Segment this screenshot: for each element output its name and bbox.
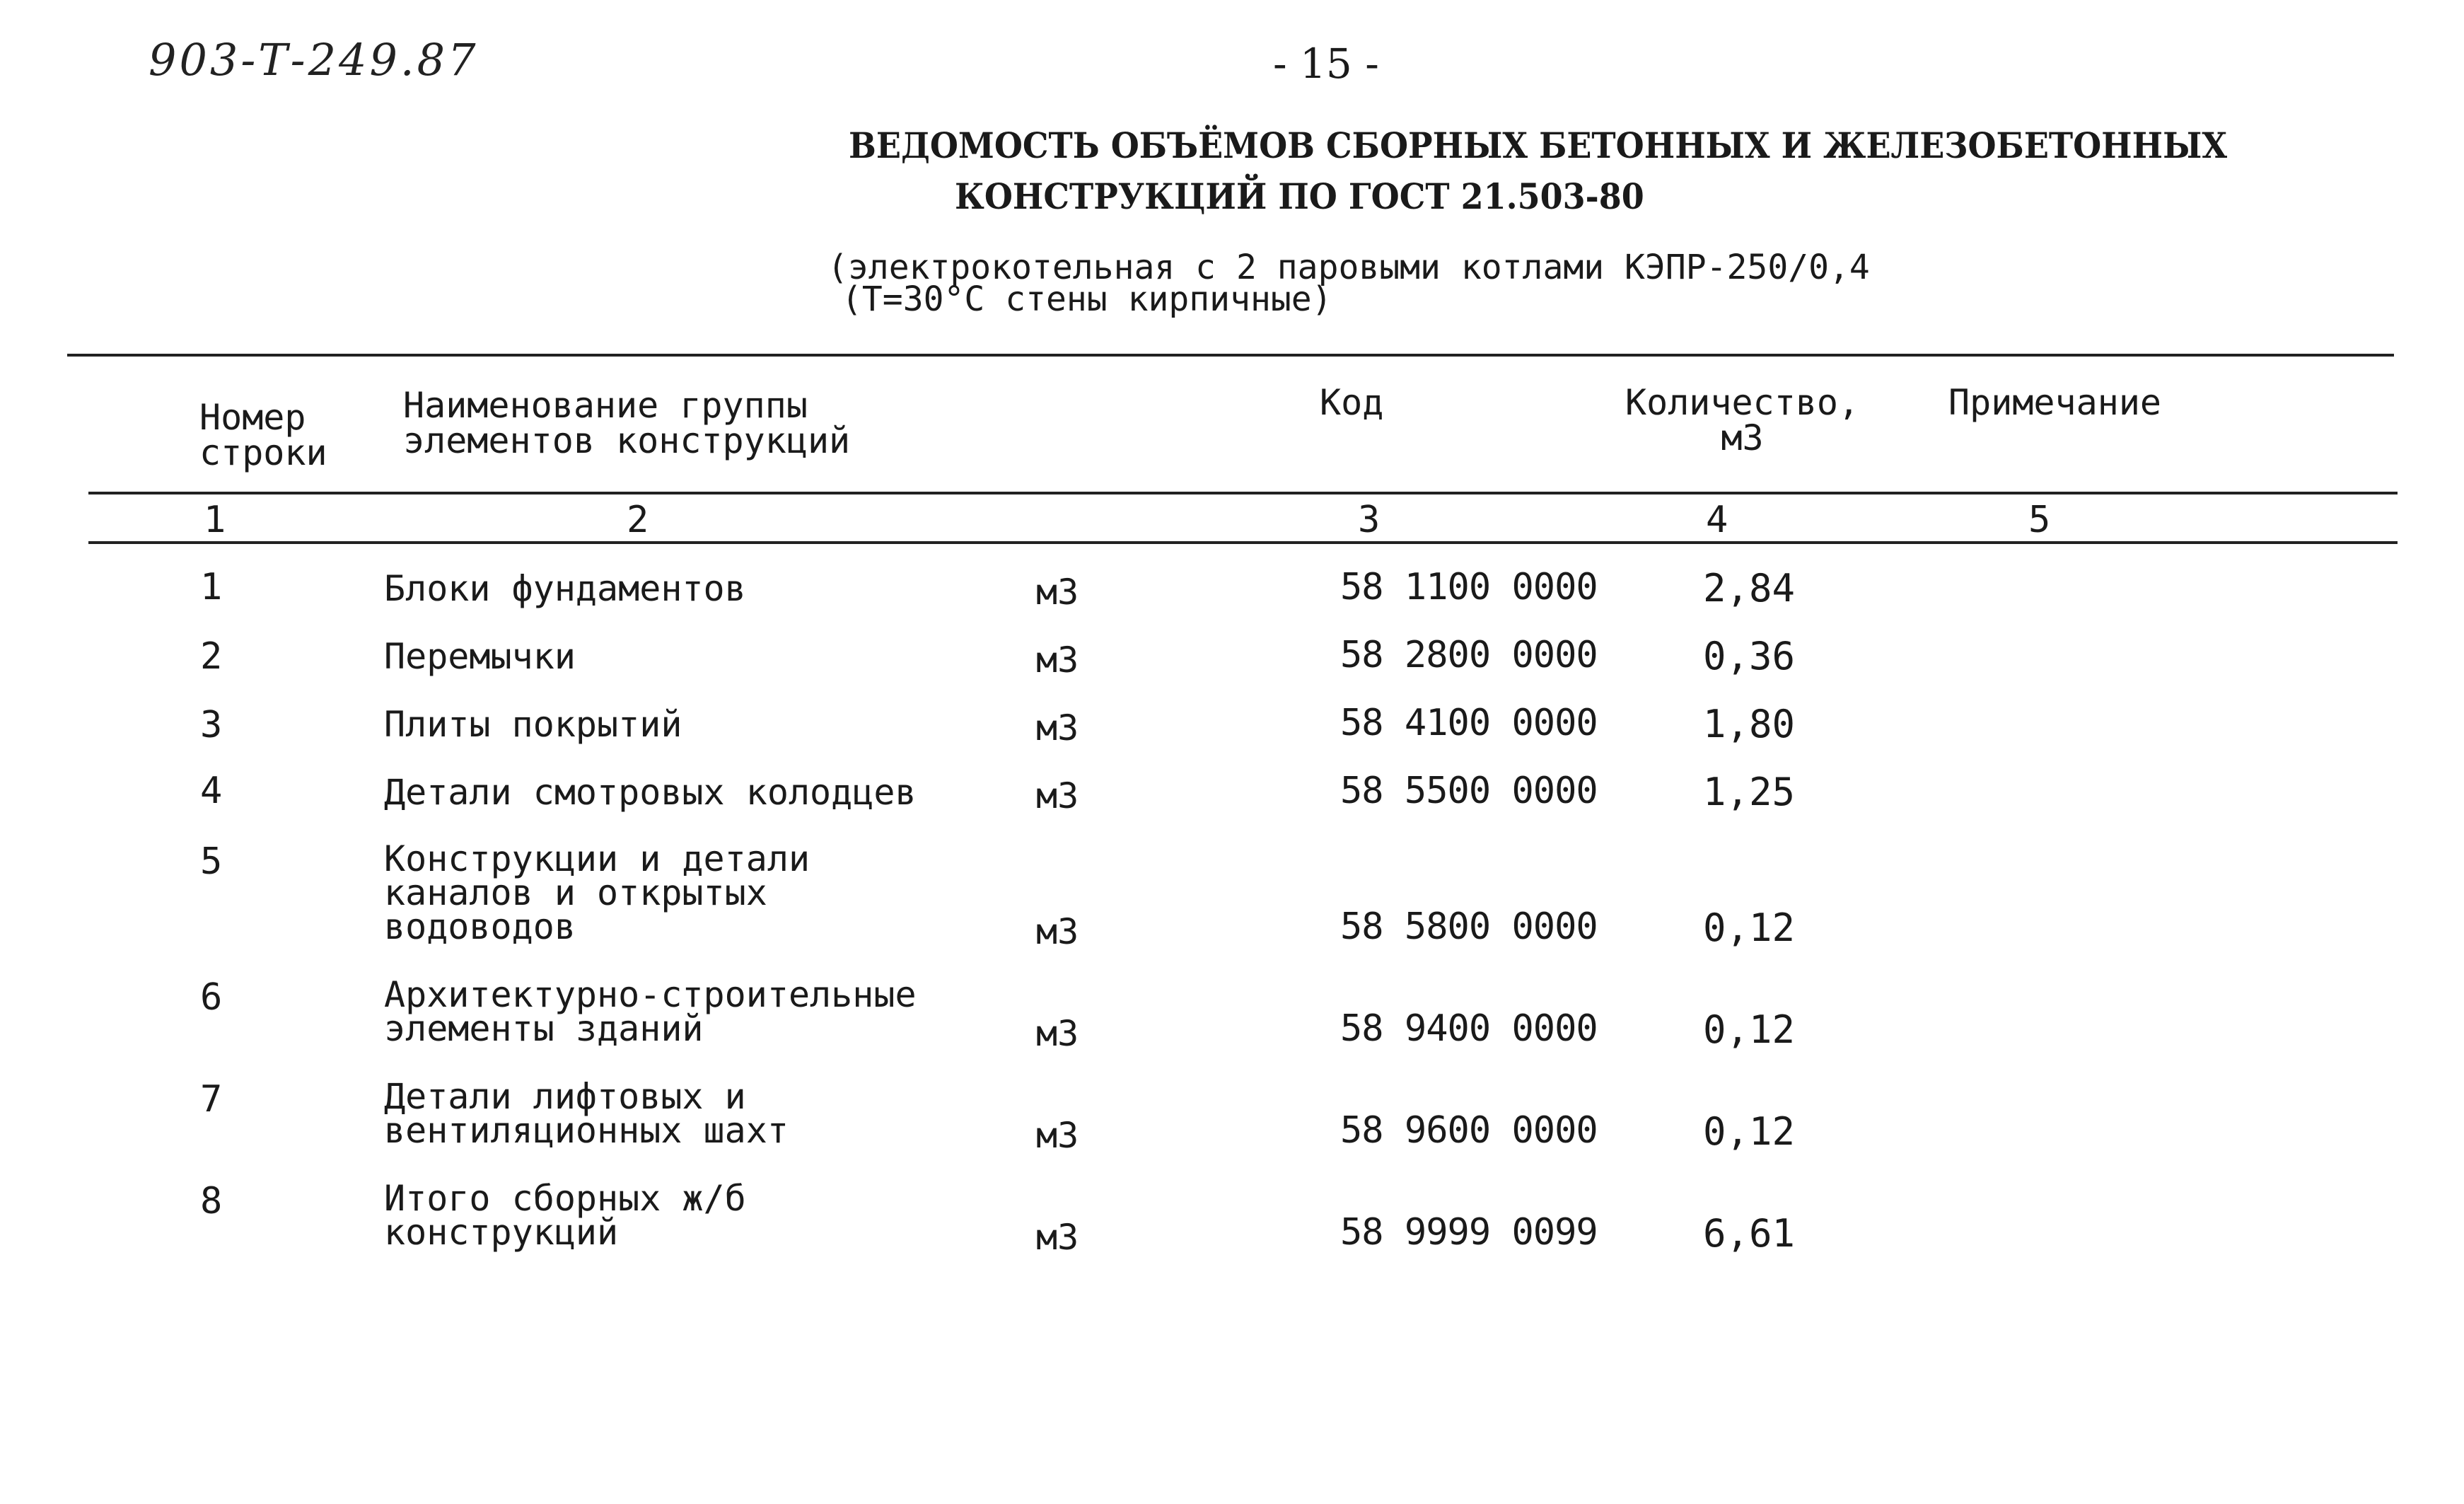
table-row-number: 1 [200, 566, 223, 608]
table-top-rule [67, 354, 2394, 357]
header-quantity-line-1: Количество, [1625, 382, 1860, 423]
table-row-name [384, 1076, 789, 1151]
table-row-number: 6 [200, 976, 223, 1019]
table-row-unit: м3 [1036, 911, 1079, 952]
table-row-number: 3 [200, 704, 223, 746]
table-row-code: 58 2800 0000 [1340, 634, 1598, 676]
table-row-number: 5 [200, 840, 223, 883]
table-row-name [384, 568, 746, 609]
table-row-quantity: 0,36 [1703, 634, 1796, 678]
table-row-name-line: Детали смотровых колодцев [384, 772, 917, 813]
header-element-name-line-2: элементов конструкций [403, 420, 851, 461]
table-row-name-line: Архитектурно-строительные [384, 974, 917, 1015]
table-row-code: 58 5800 0000 [1340, 906, 1598, 948]
table-row-unit: м3 [1036, 640, 1079, 681]
table-row-name-line: водоводов [384, 906, 576, 947]
table-row-quantity: 0,12 [1703, 1109, 1796, 1154]
table-row-name-line: Конструкции и детали [384, 838, 810, 879]
table-row-name-line: Плиты покрытий [384, 704, 682, 745]
table-row-quantity: 0,12 [1703, 1007, 1796, 1052]
header-note: Примечание [1948, 382, 2162, 423]
table-row-unit: м3 [1036, 1013, 1079, 1054]
table-row-number: 8 [200, 1180, 223, 1222]
column-number-2: 2 [627, 499, 649, 541]
column-number-4: 4 [1706, 499, 1728, 541]
table-row-name [384, 704, 682, 745]
header-element-name [403, 385, 851, 461]
table-row-number: 7 [200, 1078, 223, 1121]
table-row-name-line: конструкций [384, 1212, 619, 1253]
table-row-name [384, 636, 576, 677]
table-row-name-line: Блоки фундаментов [384, 568, 746, 609]
table-row-name-line: каналов и открытых [384, 872, 767, 913]
table-row-name-line: элементы зданий [384, 1008, 704, 1049]
table-row-name [384, 1178, 746, 1253]
column-number-5: 5 [2028, 499, 2051, 541]
table-row-number: 4 [200, 770, 223, 812]
header-row-number-line-1: Номер [199, 397, 306, 438]
table-row-unit: м3 [1036, 707, 1079, 748]
table-row-name-line: Детали лифтовых и [384, 1076, 746, 1117]
document-number: 903-Т-249.87 [149, 34, 479, 86]
table-row-unit: м3 [1036, 1115, 1079, 1156]
subtitle-line-1: (электрокотельная с 2 паровыми котлами КЭПР-250/0,4 [827, 248, 1870, 287]
table-row-code: 58 1100 0000 [1340, 566, 1598, 608]
table-row-quantity: 1,25 [1703, 770, 1796, 814]
subtitle-line-2: (Т=30°С стены кирпичные) [842, 279, 1332, 319]
table-row-quantity: 2,84 [1703, 566, 1796, 611]
table-row-quantity: 6,61 [1703, 1211, 1796, 1256]
table-row-code: 58 4100 0000 [1340, 702, 1598, 744]
header-quantity [1625, 382, 1860, 458]
document-title-line-2: КОНСТРУКЦИЙ ПО ГОСТ 21.503-80 [955, 175, 1644, 217]
table-row-name [384, 838, 810, 947]
table-row-code: 58 9400 0000 [1340, 1007, 1598, 1050]
table-row-name-line: вентиляционных шахт [384, 1110, 789, 1151]
table-header-rule [88, 492, 2398, 494]
header-code: Код [1320, 382, 1384, 423]
table-row-name-line: Итого сборных ж/б [384, 1178, 746, 1219]
column-number-3: 3 [1358, 499, 1381, 541]
table-row-unit: м3 [1036, 1217, 1079, 1258]
table-row-quantity: 0,12 [1703, 906, 1796, 950]
table-row-unit: м3 [1036, 775, 1079, 816]
table-row-quantity: 1,80 [1703, 702, 1796, 746]
header-element-name-line-1: Наименование группы [403, 385, 808, 426]
document-title-line-1: ВЕДОМОСТЬ ОБЪЁМОВ СБОРНЫХ БЕТОННЫХ И ЖЕЛЕЗОБЕТОННЫХ [849, 125, 2228, 166]
table-row-code: 58 9999 0099 [1340, 1211, 1598, 1254]
table-row-name-line: Перемычки [384, 636, 576, 677]
column-number-1: 1 [204, 499, 226, 541]
header-quantity-line-2: м3 [1721, 417, 1764, 458]
table-row-unit: м3 [1036, 572, 1079, 613]
table-row-code: 58 9600 0000 [1340, 1109, 1598, 1152]
table-row-name [384, 974, 917, 1049]
table-column-number-rule [88, 541, 2398, 544]
page-number: - 15 - [1273, 40, 1379, 88]
header-row-number-line-2: строки [199, 432, 327, 473]
table-row-name [384, 772, 917, 813]
table-row-number: 2 [200, 635, 223, 678]
header-row-number [199, 397, 327, 473]
table-row-code: 58 5500 0000 [1340, 770, 1598, 812]
